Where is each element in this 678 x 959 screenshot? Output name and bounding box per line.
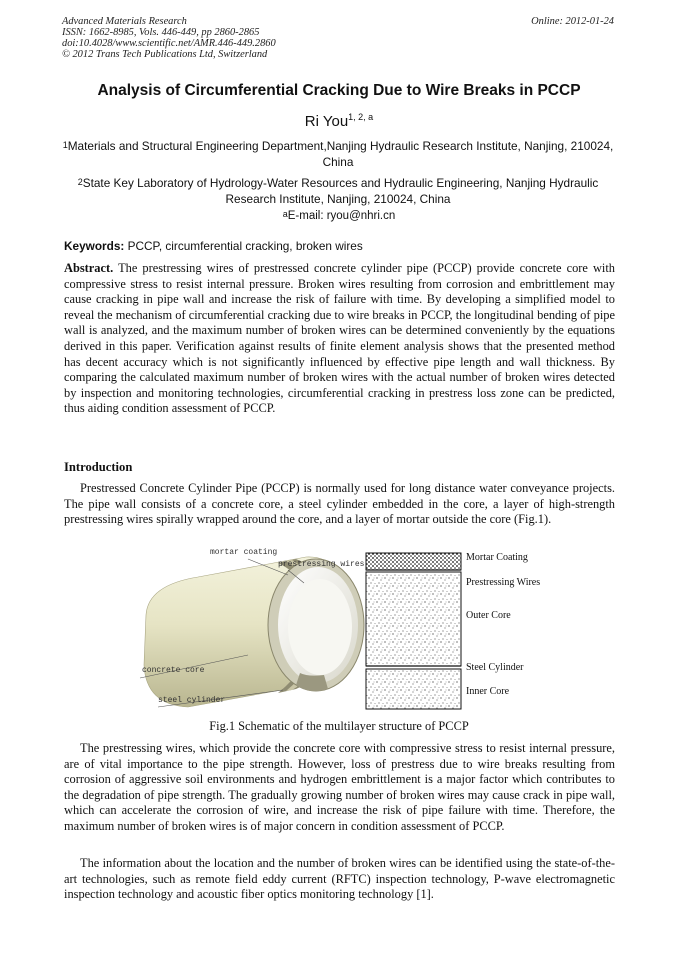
layer-outer-core: Outer Core (466, 610, 511, 621)
figure-pccp-structure (128, 545, 548, 715)
affiliation-2 (62, 175, 614, 207)
online-date: Online: 2012-01-24 (531, 16, 614, 27)
journal-header (62, 16, 276, 60)
author-name: Ri You (304, 113, 349, 130)
abstract (64, 261, 615, 417)
intro-paragraph-1: Prestressed Concrete Cylinder Pipe (PCCP) is normally used for long distance water conveyance projects. The pipe wall consists of a concrete core, a steel cylinder embedded in the core, a layer of high-strength prestressing wires spirally wrapped around the core, and a layer of mortar outside the core (Fig.1). (64, 481, 615, 527)
layer-mortar-coating: Mortar Coating (466, 552, 528, 563)
abstract-text: The prestressing wires of prestressed concrete cylinder pipe (PCCP) provide concrete core with compressive stress to resist internal pressure. Broken wires resulting from corrosion and embrittlement may cause cracking in pipe wall and increase the risk of failure with time. By developing a simplified model to reveal the mechanism of circumferential cracking due to wire breaks in PCCP, the longitudinal bending of pipe wall is analyzed, and the maximum number of broken wires can be determined conveniently by the equations derived in this paper. Verification against results of finite element analysis shows that the presented method has decent accuracy which is not significantly influenced by effective pipe length and wall thickness. By comparing the calculated maximum number of broken wires with the actual number of broken wires detected by inspection and monitoring technologies, circumferential cracking in prestress loss zone can be predicted, thus aiding condition assessment of PCCP. (64, 261, 615, 416)
journal-name: Advanced Materials Research (62, 16, 187, 27)
keywords (64, 239, 616, 253)
affiliation-1-text: Materials and Structural Engineering Department,Nanjing Hydraulic Research Institute, Nanjing, 210024, China (67, 139, 614, 169)
issn-line: ISSN: 1662-8985, Vols. 446-449, pp 2860-2865 (62, 27, 260, 38)
label-steel-cylinder: steel cylinder (158, 696, 226, 705)
label-mortar-coating: mortar coating (210, 548, 278, 557)
label-prestressing-wires: prestressing wires (278, 560, 365, 569)
pipe-illustration (144, 557, 364, 707)
intro-paragraph-3: The information about the location and the number of broken wires can be identified using the state-of-the-art technologies, such as remote field eddy current (RFTC) inspection technology, P-wave electromagnetic inspection technology and acoustic fiber optics monitoring technology [1]. (64, 856, 615, 902)
paper-title: Analysis of Circumferential Cracking Due to Wire Breaks in PCCP (97, 82, 581, 99)
copyright-line: © 2012 Trans Tech Publications Ltd, Switzerland (62, 49, 268, 60)
layer-prestressing-wires: Prestressing Wires (466, 577, 541, 588)
layer-schematic (366, 553, 461, 709)
email-sup: a (282, 209, 288, 219)
affiliation-2-text: State Key Laboratory of Hydrology-Water Resources and Hydraulic Engineering, Nanjing Hydraulic Research Institute, Nanjing, 210024, China (82, 176, 599, 206)
intro-paragraph-2: The prestressing wires, which provide the concrete core with compressive stress to resist internal pressure, are of vital importance to the pipe strength. However, loss of prestress due to wire breaks resulting from corrosion of aggressive soil environments and hydrogen embrittlement is a major factor which contributes to the degradation of pipe strength. The gradually growing number of broken wires may cause crack in pipe wall, which can accelerate the corrosion of wire, and increase the risk of pipe failure with time. Therefore, the maximum number of broken wires is of major concern in condition assessment of PCCP. (64, 741, 615, 833)
doi-line: doi:10.4028/www.scientific.net/AMR.446-449.2860 (62, 38, 276, 49)
layer-steel-cylinder: Steel Cylinder (466, 662, 524, 673)
author-line (0, 113, 678, 130)
email-text: E-mail: ryou@nhri.cn (287, 210, 396, 222)
keywords-text: PCCP, circumferential cracking, broken wires (127, 239, 363, 253)
email-line (0, 210, 678, 222)
keywords-label: Keywords: (64, 239, 125, 253)
label-concrete-core: concrete core (142, 666, 205, 675)
affiliation-1-sup: 1 (62, 140, 68, 150)
abstract-label: Abstract. (64, 261, 114, 275)
affiliation-2-sup: 2 (77, 177, 83, 187)
author-sup: 1, 2, a (348, 112, 374, 122)
introduction-heading: Introduction (64, 460, 133, 474)
figure-caption: Fig.1 Schematic of the multilayer structure of PCCP (209, 719, 469, 733)
layer-inner-core: Inner Core (466, 686, 510, 697)
affiliation-1 (62, 138, 614, 170)
